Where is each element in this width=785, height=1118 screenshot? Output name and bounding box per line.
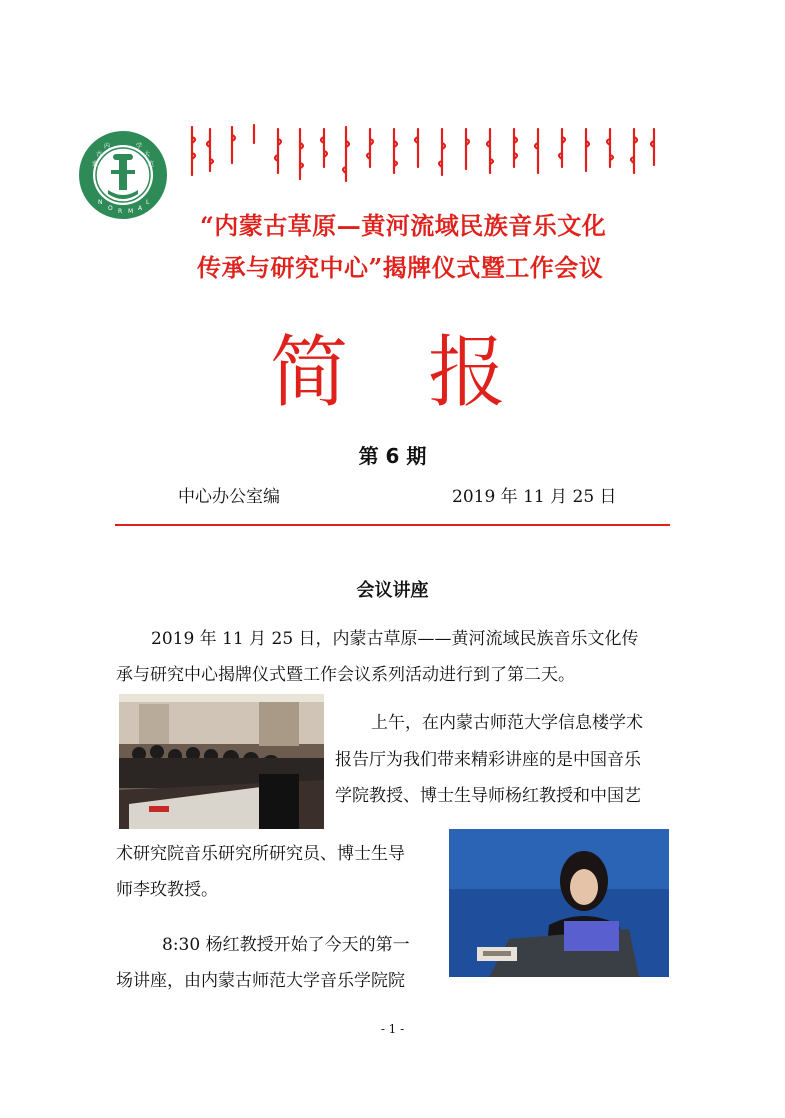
paragraph-line: 师李玫教授。 — [116, 880, 218, 900]
paragraph-line: 上午，在内蒙古师范大学信息楼学术 — [371, 713, 643, 733]
section-title: 会议讲座 — [356, 580, 429, 601]
university-logo-icon — [78, 130, 168, 220]
title-line-1: “内蒙古草原—黄河流域民族音乐文化 — [200, 211, 607, 240]
paragraph-line: 2019 年 11 月 25 日，内蒙古草原——黄河流域民族音乐文化传 — [151, 629, 639, 649]
svg-text:范: 范 — [148, 161, 155, 168]
svg-text:M: M — [128, 208, 134, 215]
paragraph-line: 术研究院音乐研究所研究员、博士生导 — [116, 844, 405, 864]
svg-text:大: 大 — [144, 151, 151, 158]
svg-text:蒙: 蒙 — [92, 161, 99, 168]
issue-date: 2019 年 11 月 25 日 — [452, 487, 617, 507]
svg-text:O: O — [108, 205, 113, 212]
svg-text:内: 内 — [104, 143, 111, 150]
title-line-2: 传承与研究中心”揭牌仪式暨工作会议 — [197, 253, 604, 282]
svg-text:R: R — [118, 208, 123, 215]
mongolian-script-title — [180, 123, 660, 183]
paragraph-line: 报告厅为我们带来精彩讲座的是中国音乐 — [335, 750, 641, 770]
header-divider — [115, 524, 670, 526]
paragraph-line: 学院教授、博士生导师杨红教授和中国艺 — [335, 786, 641, 806]
svg-text:A: A — [138, 205, 143, 212]
svg-text:古: 古 — [96, 151, 103, 158]
svg-text:学: 学 — [136, 143, 143, 150]
paragraph-line: 场讲座，由内蒙古师范大学音乐学院院 — [116, 971, 405, 991]
audience-photo — [119, 694, 324, 829]
editor-credit: 中心办公室编 — [178, 487, 280, 507]
speaker-photo — [449, 829, 669, 977]
newsletter-title — [270, 310, 520, 422]
paragraph-line: 8:30 杨红教授开始了今天的第一 — [162, 935, 410, 955]
svg-text:L: L — [146, 199, 150, 206]
newsletter-title-char-1: 简 — [270, 328, 349, 418]
newsletter-title-char-2: 报 — [428, 328, 507, 418]
issue-number: 第 6 期 — [358, 444, 427, 468]
page-number: - 1 - — [380, 1022, 405, 1036]
svg-text:N: N — [98, 199, 103, 206]
paragraph-line: 承与研究中心揭牌仪式暨工作会议系列活动进行到了第二天。 — [116, 665, 575, 685]
